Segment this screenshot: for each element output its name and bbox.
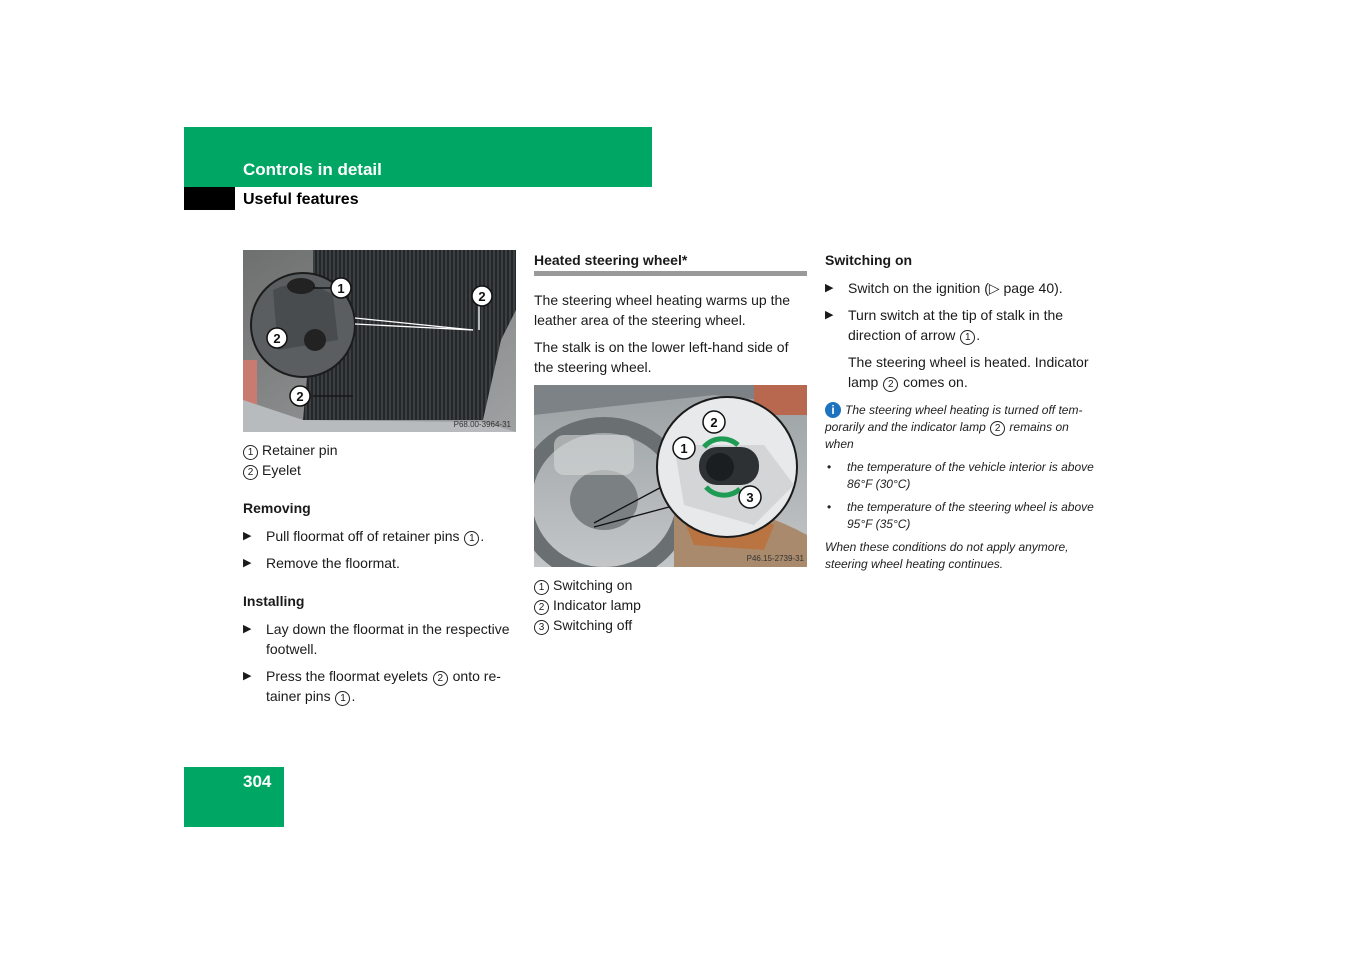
legend-item: 2 Eyelet (243, 460, 516, 480)
svg-text:2: 2 (478, 289, 486, 304)
heated-intro: The steering wheel heating warms up the leather area of the steering wheel. (534, 292, 791, 328)
section-title: Controls in detail (243, 160, 382, 179)
step: ▶ Remove the floormat. (243, 555, 400, 571)
figure-code: P46.15-2739-31 (746, 554, 804, 563)
subsection-title: Useful features (243, 191, 359, 208)
step: ▶ Turn switch at the tip of stalk in the direction of arrow 1 . (825, 307, 1064, 343)
step: ▶ Pull floormat off of retainer pins 1 . (243, 528, 485, 544)
callout-1 (673, 437, 695, 459)
floormat-figure (243, 250, 516, 432)
callout-2-bottom (290, 386, 310, 406)
callout-2-top (331, 278, 351, 298)
legend-item: 1 Retainer pin (243, 440, 516, 460)
svg-text:1: 1 (337, 281, 345, 296)
svg-text:2: 2 (710, 415, 718, 430)
info-bullet: • the temperature of the steering wheel is above 95°F (35°C) (827, 500, 1094, 531)
legend-item: 3 Switching off (534, 615, 807, 635)
info-note: i The steering wheel heating is turned off tem-porarily and the indicator lamp 2 remains on when • the temperature of the vehicle interior is above 86°F (30°C) • the temperature of the steering wheel is above 95°F (35°C) When these conditions do not apply anymore, steering wheel heating continues. (825, 402, 1100, 573)
svg-text:2: 2 (296, 389, 304, 404)
legend-item: 1 Switching on (534, 575, 807, 595)
svg-text:1: 1 (680, 441, 688, 456)
page-number: 304 (243, 772, 272, 791)
callout-3 (739, 486, 761, 508)
steering-wheel-figure (534, 385, 807, 567)
column-middle (534, 250, 807, 635)
switching-on-heading: Switching on (825, 252, 913, 268)
info-bullet: • the temperature of the vehicle interior is above 86°F (30°C) (827, 460, 1094, 491)
figure-code: P68.00-3964-31 (453, 420, 511, 429)
heated-heading: Heated steering wheel* (534, 250, 807, 276)
svg-text:2: 2 (273, 331, 281, 346)
step: ▶ Switch on the ignition (▷ page 40). (825, 280, 1063, 296)
column-left (243, 250, 516, 713)
callout-2-right (472, 286, 492, 306)
step: ▶ Lay down the floormat in the respective footwell. (243, 621, 510, 657)
info-icon: i (825, 402, 841, 418)
legend-item: 2 Indicator lamp (534, 595, 807, 615)
column-right (825, 250, 1100, 573)
installing-heading: Installing (243, 593, 305, 609)
callout-1 (267, 328, 287, 348)
header-marker (184, 187, 235, 210)
step: ▶ Press the floormat eyelets 2 onto re-tainer pins 1 . (243, 668, 501, 704)
svg-text:3: 3 (746, 490, 754, 505)
callout-2 (703, 411, 725, 433)
removing-heading: Removing (243, 500, 311, 516)
step-result: The steering wheel is heated. Indicator lamp 2 comes on. (848, 354, 1089, 390)
info-outro: When these conditions do not apply anymore, steering wheel heating continues. (825, 540, 1069, 571)
heated-stalk-location: The stalk is on the lower left-hand side of the steering wheel. (534, 339, 789, 375)
